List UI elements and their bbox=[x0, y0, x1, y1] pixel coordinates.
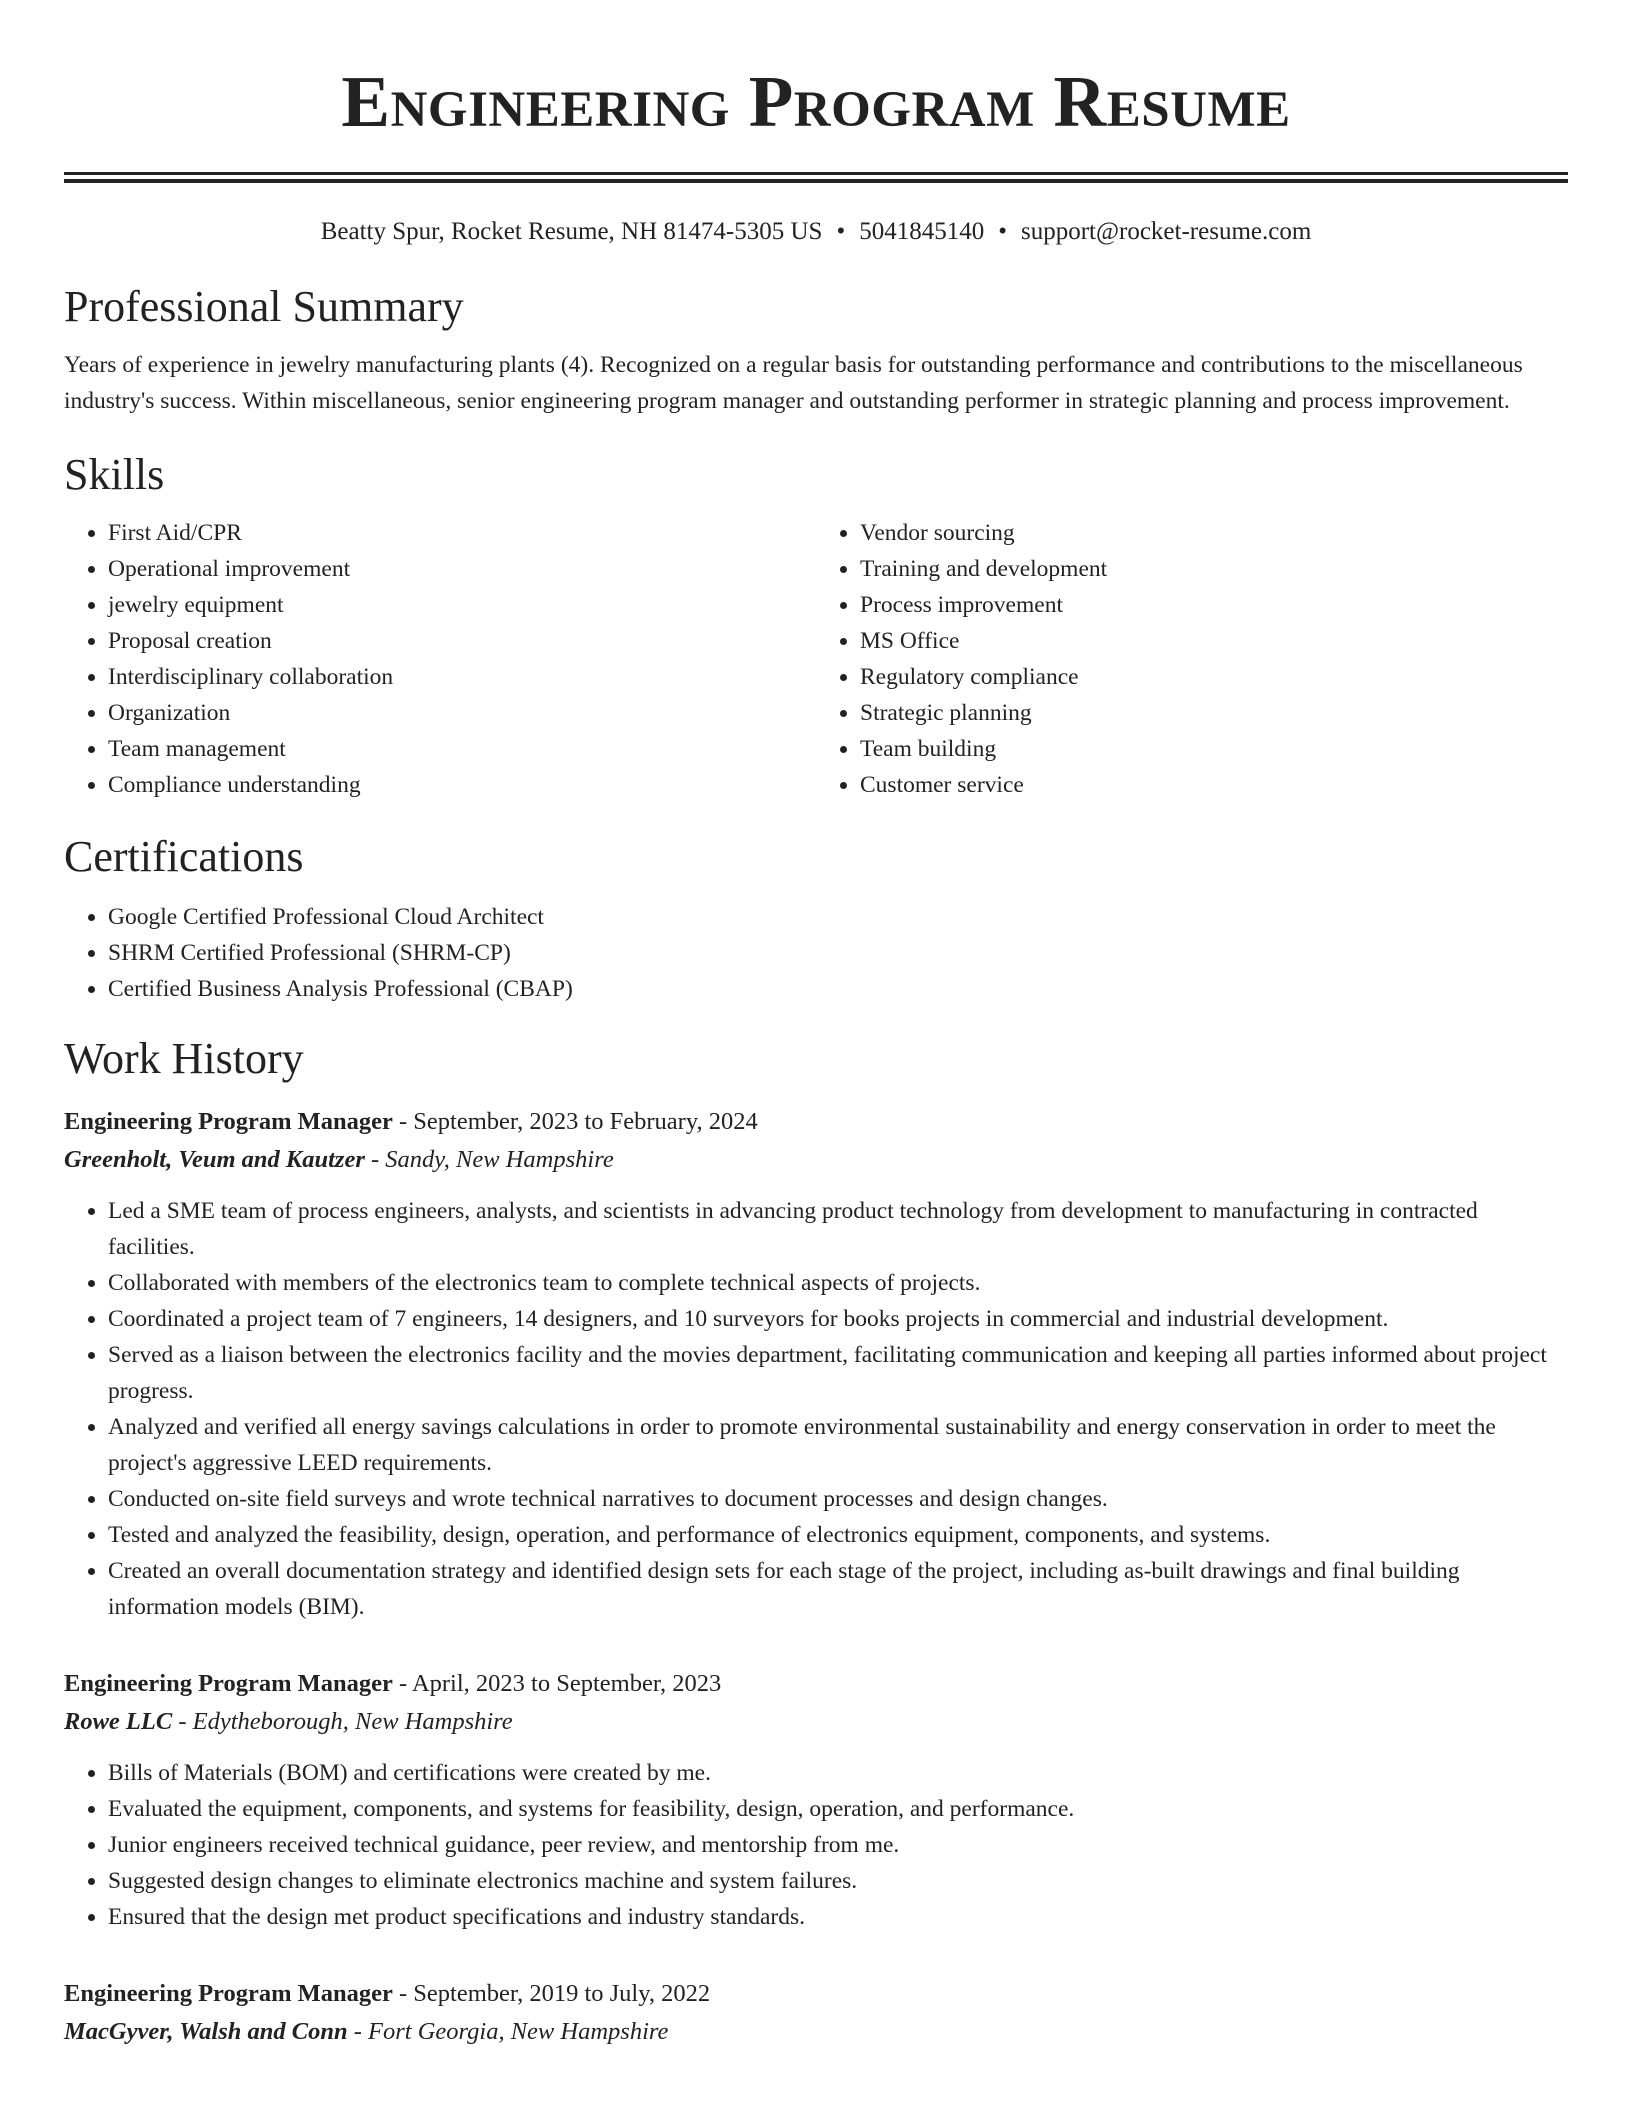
job-company-line bbox=[64, 2013, 1568, 2051]
job-entry bbox=[64, 1103, 1568, 1625]
job-duty: • Served as a liaison between the electronics facility and the movies department, facilitating communication and keeping all parties informed about project progress. bbox=[108, 1337, 1568, 1409]
job-role: Engineering Program Manager bbox=[64, 1980, 393, 2007]
job-duty: • Ensured that the design met product specifications and industry standards. bbox=[108, 1899, 1568, 1935]
job-company: Greenholt, Veum and Kautzer bbox=[64, 1146, 365, 1173]
job-duty: • Coordinated a project team of 7 engineers, 14 designers, and 10 surveyors for books projects in commercial and industrial development. bbox=[108, 1301, 1568, 1337]
contact-separator: • bbox=[998, 218, 1007, 245]
skill-item: • Regulatory compliance bbox=[860, 659, 1568, 695]
certifications-list bbox=[64, 899, 1568, 1007]
job-entry bbox=[64, 1975, 1568, 2051]
summary-heading: Professional Summary bbox=[64, 282, 464, 331]
job-duty: • Bills of Materials (BOM) and certifications were created by me. bbox=[108, 1755, 1568, 1791]
contact-email[interactable]: support@rocket-resume.com bbox=[1020, 218, 1312, 245]
job-duty: • Conducted on-site field surveys and wrote technical narratives to document processes and design changes. bbox=[108, 1481, 1568, 1517]
certification-item: • SHRM Certified Professional (SHRM-CP) bbox=[108, 935, 1568, 971]
job-role: Engineering Program Manager bbox=[64, 1670, 393, 1697]
contact-phone: 5041845140 bbox=[859, 218, 985, 245]
skill-item: • Team management bbox=[108, 731, 816, 767]
skill-item: • Operational improvement bbox=[108, 551, 816, 587]
job-dates: - September, 2023 to February, 2024 bbox=[392, 1108, 758, 1135]
job-entry bbox=[64, 1665, 1568, 1935]
job-role: Engineering Program Manager bbox=[64, 1108, 393, 1135]
contact-line bbox=[64, 217, 1568, 247]
skill-item: • MS Office bbox=[860, 623, 1568, 659]
resume-title: Engineering Program Resume bbox=[341, 61, 1291, 142]
skills-column-left bbox=[64, 515, 816, 803]
summary-text: Years of experience in jewelry manufacturing plants (4). Recognized on a regular basis for outstanding performance and contributions to the miscellaneous industry's success. Within miscellaneous, senior engineering program manager and outstanding performer in strategic planning and process improvement. bbox=[64, 352, 1523, 414]
job-company: Rowe LLC bbox=[64, 1708, 173, 1735]
skills-column-right bbox=[816, 515, 1568, 803]
job-duty: • Created an overall documentation strategy and identified design sets for each stage of the project, including as-built drawings and final building information models (BIM). bbox=[108, 1553, 1568, 1625]
skill-item: • Team building bbox=[860, 731, 1568, 767]
work-history-heading: Work History bbox=[64, 1034, 304, 1083]
resume-page bbox=[64, 0, 1568, 2051]
skill-item: • Compliance understanding bbox=[108, 767, 816, 803]
contact-separator: • bbox=[836, 218, 846, 245]
job-location: - Fort Georgia, New Hampshire bbox=[347, 2018, 669, 2045]
job-location: - Sandy, New Hampshire bbox=[364, 1146, 614, 1173]
certifications-heading: Certifications bbox=[64, 832, 304, 881]
skill-item: • Proposal creation bbox=[108, 623, 816, 659]
skill-item: • Training and development bbox=[860, 551, 1568, 587]
job-header bbox=[64, 1975, 1568, 2013]
job-duties bbox=[64, 1755, 1568, 1935]
skill-item: • Organization bbox=[108, 695, 816, 731]
certification-item: • Google Certified Professional Cloud Architect bbox=[108, 899, 1568, 935]
skill-item: • Vendor sourcing bbox=[860, 515, 1568, 551]
job-header bbox=[64, 1103, 1568, 1141]
skill-item: • Strategic planning bbox=[860, 695, 1568, 731]
job-duty: • Tested and analyzed the feasibility, design, operation, and performance of electronics equipment, components, and systems. bbox=[108, 1517, 1568, 1553]
certification-item: • Certified Business Analysis Professional (CBAP) bbox=[108, 971, 1568, 1007]
job-duty: • Led a SME team of process engineers, analysts, and scientists in advancing product technology from development to manufacturing in contracted facilities. bbox=[108, 1193, 1568, 1265]
job-duties bbox=[64, 1193, 1568, 1625]
job-duty: • Junior engineers received technical guidance, peer review, and mentorship from me. bbox=[108, 1827, 1568, 1863]
job-header bbox=[64, 1665, 1568, 1703]
skills-list bbox=[64, 515, 1568, 803]
contact-address: Beatty Spur, Rocket Resume, NH 81474-5305 US bbox=[320, 218, 823, 245]
skill-item: • Customer service bbox=[860, 767, 1568, 803]
skill-item: • First Aid/CPR bbox=[108, 515, 816, 551]
job-duty: • Collaborated with members of the electronics team to complete technical aspects of projects. bbox=[108, 1265, 1568, 1301]
job-duty: • Analyzed and verified all energy savings calculations in order to promote environmental sustainability and energy conservation in order to meet the project's aggressive LEED requirements. bbox=[108, 1409, 1568, 1481]
job-company-line bbox=[64, 1703, 1568, 1741]
job-company: MacGyver, Walsh and Conn bbox=[64, 2018, 348, 2045]
title-divider bbox=[64, 172, 1568, 183]
job-location: - Edytheborough, New Hampshire bbox=[172, 1708, 513, 1735]
job-duty: • Evaluated the equipment, components, and systems for feasibility, design, operation, and performance. bbox=[108, 1791, 1568, 1827]
job-company-line bbox=[64, 1141, 1568, 1179]
skill-item: • Interdisciplinary collaboration bbox=[108, 659, 816, 695]
skill-item: • jewelry equipment bbox=[108, 587, 816, 623]
job-dates: - April, 2023 to September, 2023 bbox=[392, 1670, 722, 1697]
job-dates: - September, 2019 to July, 2022 bbox=[392, 1980, 711, 2007]
skills-heading: Skills bbox=[64, 450, 165, 499]
skill-item: • Process improvement bbox=[860, 587, 1568, 623]
job-duty: • Suggested design changes to eliminate electronics machine and system failures. bbox=[108, 1863, 1568, 1899]
